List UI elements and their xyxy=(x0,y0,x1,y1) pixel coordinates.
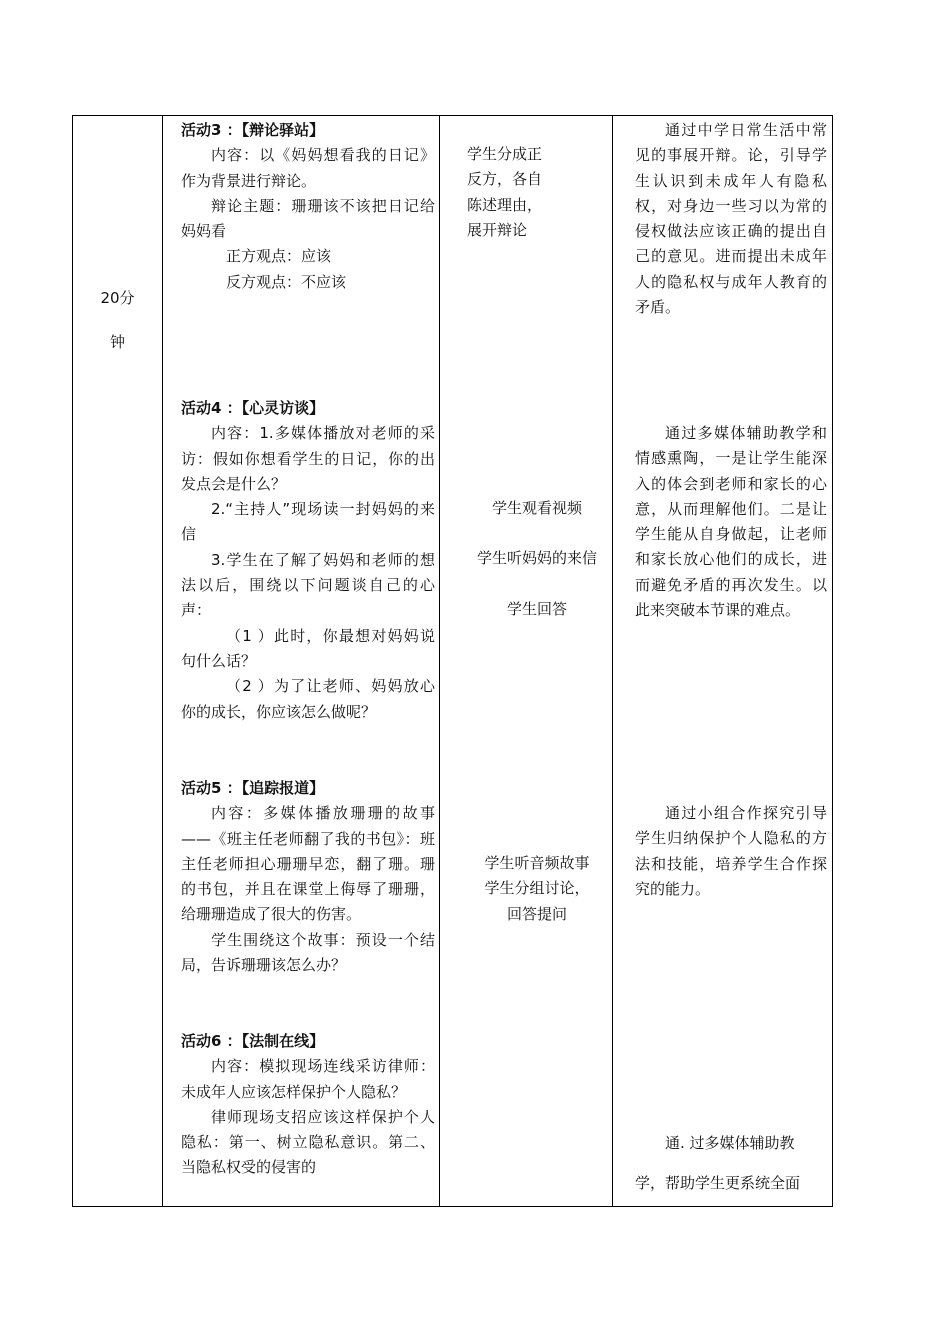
student-line: 学生分成正 xyxy=(467,145,543,163)
purpose-text: 通过小组合作探究引导学生归纳保护个人隐私的方法和技能，培养学生合作探究的能力。 xyxy=(635,804,827,898)
purpose-text: 通过多媒体辅助教学和情感熏陶，一是让学生能深入的体会到老师和家长的心意，从而理解他们。二是让学生能从自身做起，让老师和家长放心他们的成长，进而避免矛盾的再次发生。以此来突破本节课的难点。 xyxy=(635,424,827,620)
purpose-text: 学，帮助学生更系统全面 xyxy=(635,1174,801,1192)
student-line: 展开辩论 xyxy=(467,220,528,239)
student-activity-column xyxy=(455,116,619,1206)
activity-paragraph: 内容：模拟现场连线采访律师：未成年人应该怎样保护个人隐私？ xyxy=(181,1057,435,1101)
activity-paragraph: 3.学生在了解了妈妈和老师的想法以后，围绕以下问题谈自己的心声： xyxy=(181,550,435,620)
activity-paragraph: 内容：多媒体播放珊珊的故事——《班主任老师翻了我的书包》：班主任老师担心珊珊早恋，翻了珊。珊的书包，并且在课堂上侮辱了珊珊，给珊珊造成了很大的伤害。 xyxy=(181,804,435,924)
design-purpose-column xyxy=(635,116,827,1206)
student-line: 陈述理由， xyxy=(467,195,543,214)
activity-paragraph: 反方观点：不应该 xyxy=(226,272,347,291)
purpose-text: 通过中学日常生活中常见的事展开辩。论，引导学生认识到未成年人有隐私权，对身边一些习以为常的侵权做法应该正确的提出自己的意见。进而提出未成年人的隐私权与成年人教育的矛盾。 xyxy=(635,121,827,317)
activity-4 xyxy=(181,396,435,725)
time-cell xyxy=(73,276,162,364)
purpose-text: 通. 过多媒体辅助教 xyxy=(665,1134,795,1152)
activity-6 xyxy=(181,1029,435,1181)
activity-paragraph: 正方观点：应该 xyxy=(226,247,332,266)
student-activity-3 xyxy=(467,142,587,243)
activity-5 xyxy=(181,776,435,978)
student-line: 学生观看视频 xyxy=(491,499,582,517)
activity-paragraph: 内容：以《妈妈想看我的日记》作为背景进行辩论。 xyxy=(181,146,435,190)
activity-paragraph: 辩论主题：珊珊该不该把日记给妈妈看 xyxy=(181,196,435,241)
activity-title: 活动3 ：【辩论驿站】 xyxy=(181,121,325,139)
student-line: 学生回答 xyxy=(506,600,567,618)
lesson-plan-table xyxy=(72,115,833,1207)
column-divider xyxy=(162,116,163,1206)
time-line: 钟 xyxy=(109,333,125,351)
activity-paragraph: （1 ）此时，你最想对妈妈说句什么话？ xyxy=(181,626,435,670)
activity-3 xyxy=(181,118,435,295)
student-line: 回答提问 xyxy=(506,905,567,923)
activity-paragraph: 2.“主持人”现场读一封妈妈的来信 xyxy=(181,500,435,544)
student-line: 反方，各自 xyxy=(467,170,543,189)
activity-paragraph: 律师现场支招应该这样保护个人隐私：第一、树立隐私意识。第二、当隐私权受的侵害的 xyxy=(181,1107,435,1177)
column-divider xyxy=(439,116,440,1206)
student-line: 学生分组讨论， xyxy=(484,879,590,897)
student-line: 学生听音频故事 xyxy=(484,854,590,872)
activity-paragraph: 学生围绕这个故事：预设一个结局，告诉珊珊该怎么办？ xyxy=(181,930,435,975)
time-line: 20分 xyxy=(100,289,135,307)
student-line: 学生听妈妈的来信 xyxy=(476,549,597,567)
activity-paragraph: 内容：1.多媒体播放对老师的采访：假如你想看学生的日记，你的出发点会是什么？ xyxy=(181,424,435,493)
activity-title: 活动6 ：【法制在线】 xyxy=(181,1032,325,1050)
activity-title: 活动4 ：【心灵访谈】 xyxy=(181,399,325,417)
activity-paragraph: （2 ）为了让老师、妈妈放心你的成长，你应该怎么做呢？ xyxy=(181,677,435,721)
activity-title: 活动5 ：【追踪报道】 xyxy=(181,779,325,797)
